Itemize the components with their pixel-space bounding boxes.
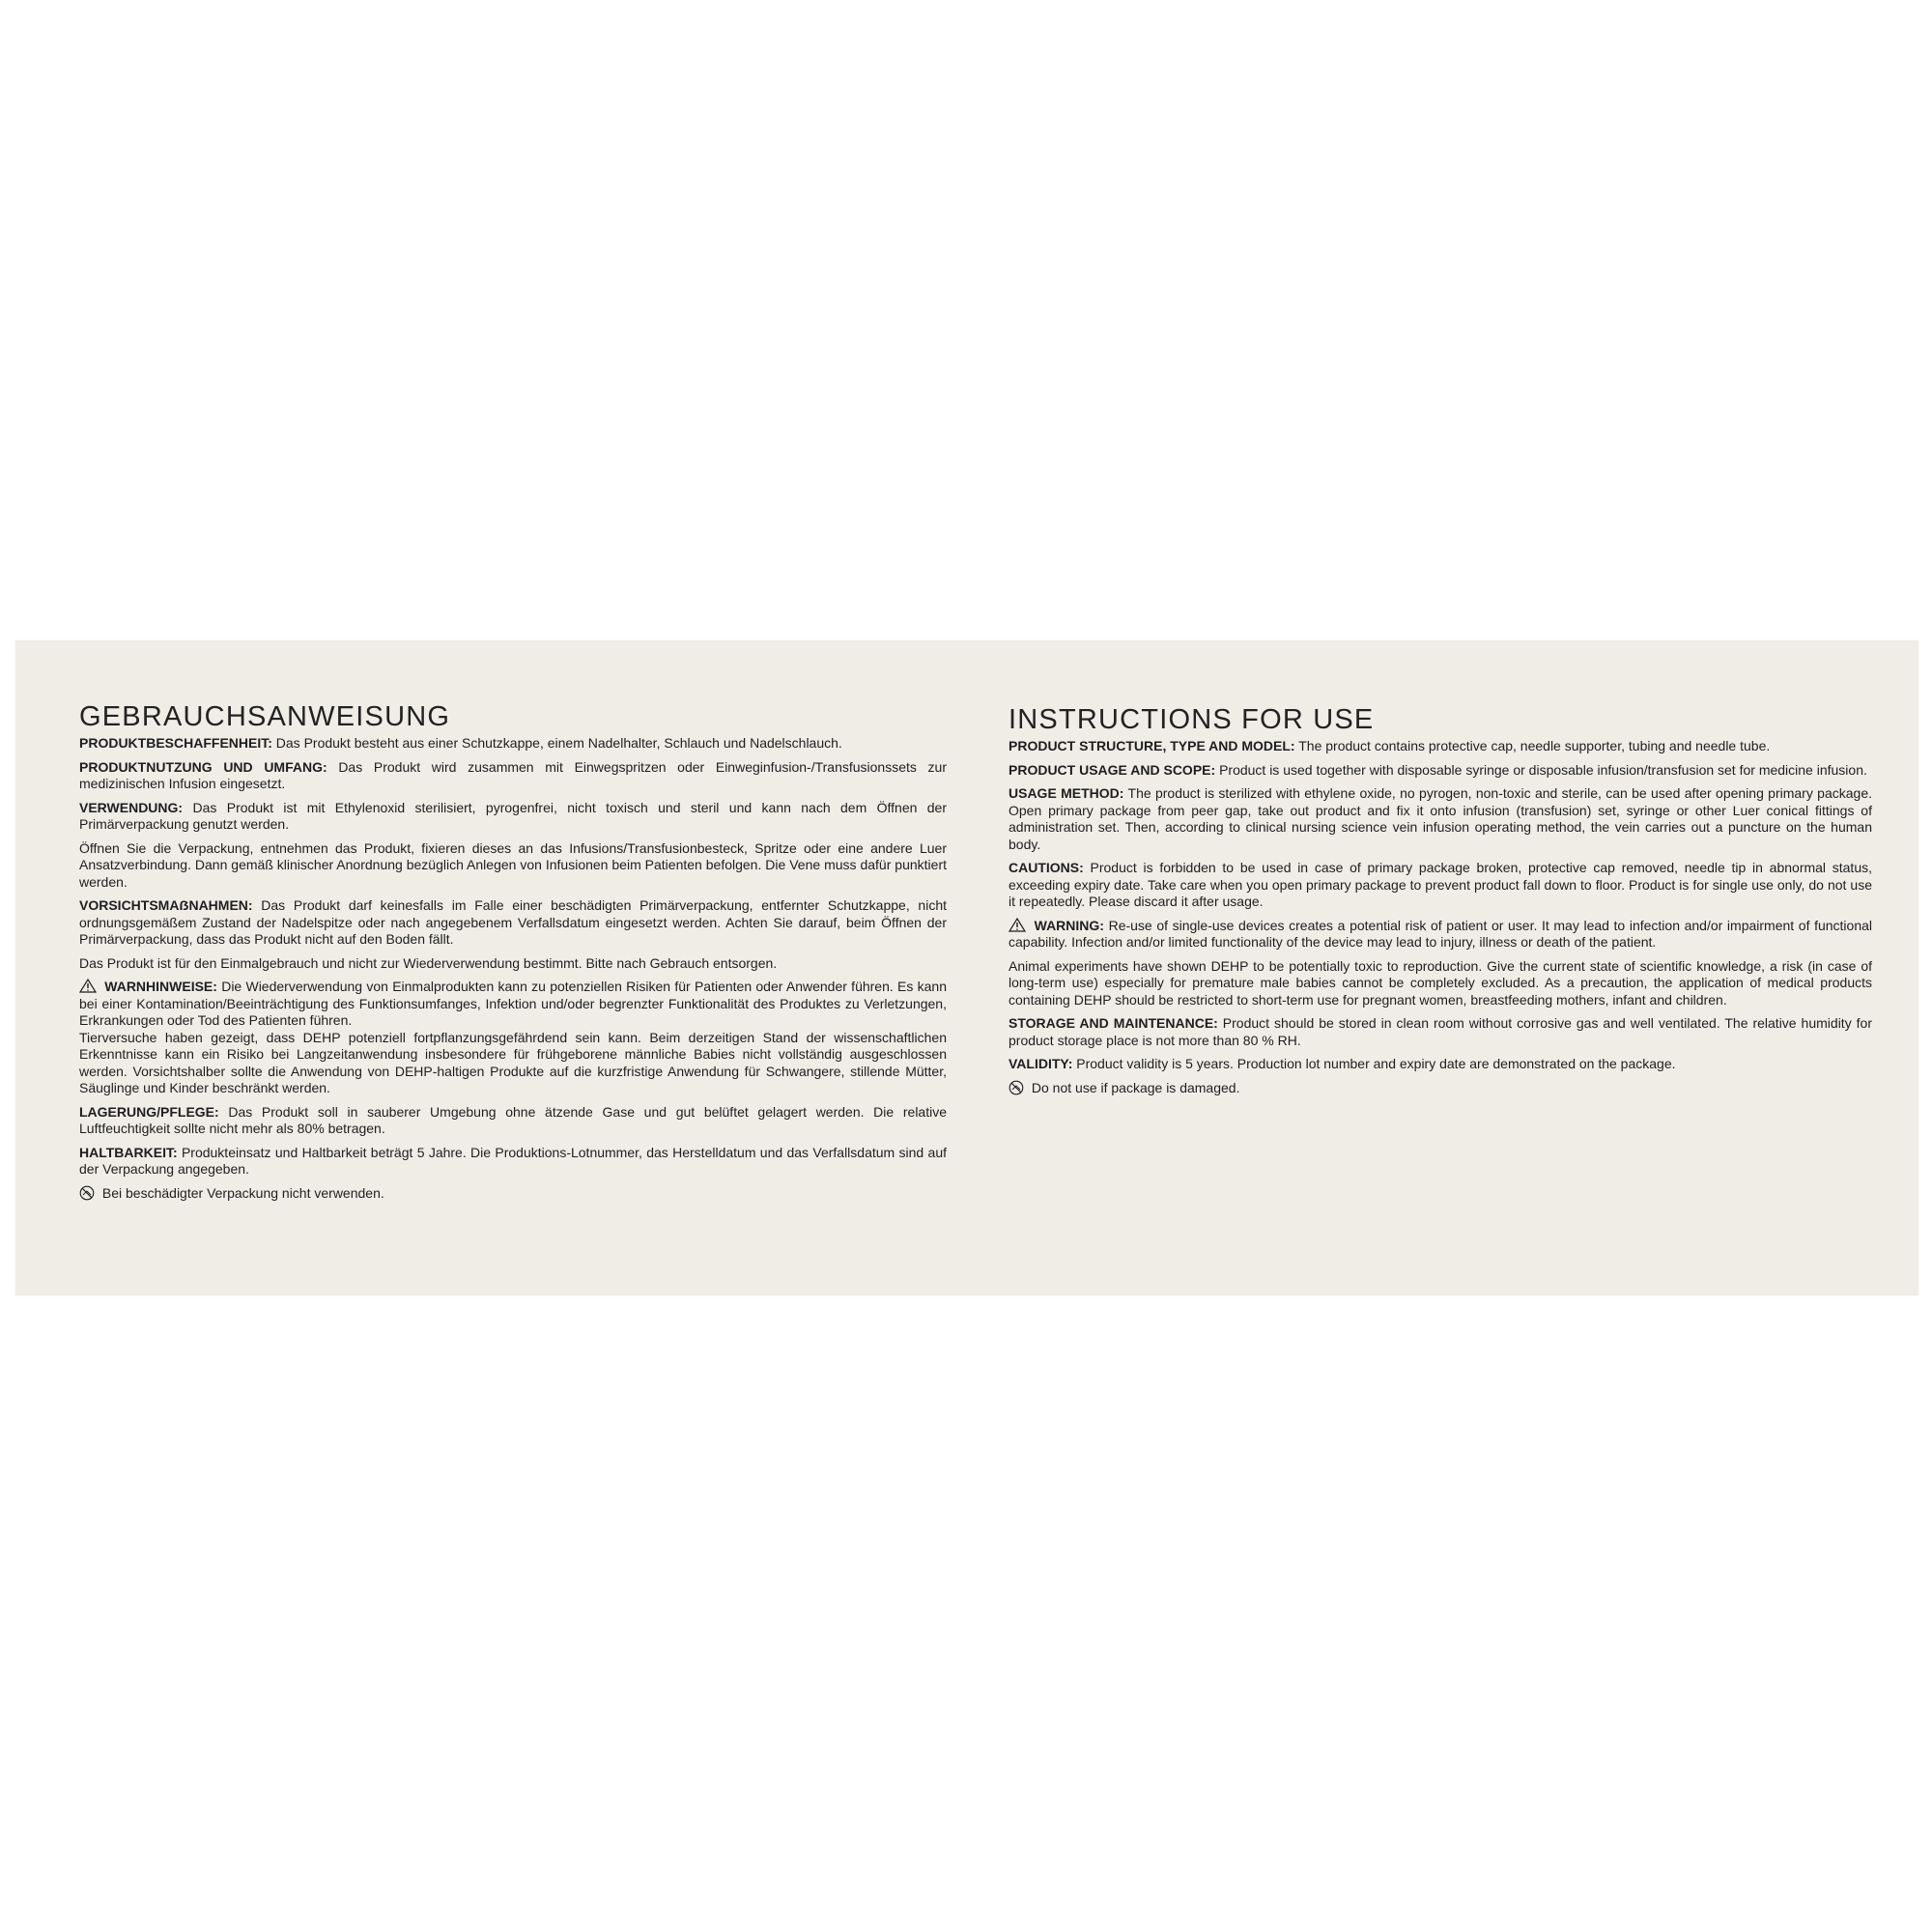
de-structure-label: PRODUKTBESCHAFFENHEIT: [79,735,272,751]
warning-triangle-icon [1009,918,1026,932]
en-damaged-note-text: Do not use if package is damaged. [1031,1079,1240,1095]
en-usage-method-text: The product is sterilized with ethylene oxide, no pyrogen, non-toxic and sterile, can be used after opening primary package. Open primary package from peer gap, take out product and fix it onto infusion (transfusion) set, syringe or other Luer conical fittings of administration set. Then, according to clinical nursing science vein infusion operating method, the vein carries out a puncture on the human body. [1009,785,1872,852]
en-warning-paragraph [1009,918,1872,952]
de-storage-text: Das Produkt soll in sauberer Umgebung ohne ätzende Gase und gut belüftet gelagert werden. Die relative Luftfeuchtigkeit sollte nicht mehr als 80% betragen. [79,1103,947,1136]
de-dehp-paragraph: Tierversuche haben gezeigt, dass DEHP potenziell fortpflanzungsgefährdend sein kann. Beim derzeitigen Stand der wissenschaftlichen Erkenntnisse kann ein Risiko bei Langzeitanwendung insbesondere für frühgeborene männliche Babies nicht vollständig ausgeschlossen werden. Vorsichtshalber sollte die Anwendung von DEHP-haltigen Produkte auf die kurzfristige Anwendung für Schwangere, stillende Mütter, Säuglinge und Kinder beschränkt werden. [79,1029,947,1095]
de-validity-paragraph [79,1145,947,1179]
en-warning-text: Re-use of single-use devices creates a potential risk of patient or user. It may lead to infection and/or impairment of functional capability. Infection and/or limited functionality of the device may lead to injury, illness or death of the patient. [1009,917,1873,950]
en-usage-method-paragraph [1009,785,1872,853]
en-usage-scope-text: Product is used together with disposable syringe or disposable infusion/transfusion set for medicine infusion. [1219,761,1867,778]
en-cautions-paragraph [1009,860,1872,911]
en-validity-paragraph [1009,1056,1872,1073]
en-cautions-label: CAUTIONS: [1009,860,1084,875]
warning-triangle-icon [79,979,97,993]
de-warning-paragraph [79,979,947,1030]
en-usage-scope-paragraph [1009,762,1872,780]
do-not-use-if-damaged-icon [79,1185,95,1201]
en-warning-label: WARNING: [1034,917,1104,933]
en-structure-label: PRODUCT STRUCTURE, TYPE AND MODEL: [1009,738,1295,753]
de-single-use-paragraph: Das Produkt ist für den Einmalgebrauch und nicht zur Wiederverwendung bestimmt. Bitte nach Gebrauch entsorgen. [79,954,778,971]
en-storage-text: Product should be stored in clean room without corrosive gas and well ventilated. The relative humidity for product storage place is not more than 80 % RH. [1009,1015,1872,1048]
de-precautions-text: Das Produkt darf keinesfalls im Falle einer beschädigten Primärverpackung, entfernter Schutzkappe, nicht ordnungsgemäßem Zustand der Nadelspitze oder nach angegebenem Verfallsdatum eingesetzt werden. Achten Sie darauf, beim Öffnen der Primärverpackung, dass das Produkt nicht auf den Boden fällt. [79,897,947,947]
en-dehp-paragraph: Animal experiments have shown DEHP to be potentially toxic to reproduction. Give the current state of scientific knowledge, a risk (in case of long-term use) especially for premature male babies cannot be completely excluded. As a precaution, the application of medical products containing DEHP should be restricted to short-term use for pregnant women, breastfeeding mothers, infant and children. [1009,957,1872,1008]
de-storage-paragraph [79,1104,947,1138]
de-application-steps-paragraph: Öffnen Sie die Verpackung, entnehmen das Produkt, fixieren dieses an das Infusions/Transfusionbesteck, Spritze oder eine andere Luer Ansatzverbindung. Dann gemäß klinischer Anordnung bezüglich Anlegen von Infusionen beim Patienten befolgen. Die Vene muss dafür punktiert werden. [79,839,947,890]
german-instructions-column [79,700,947,1208]
de-warning-label: WARNHINWEISE: [104,979,217,994]
en-structure-text: The product contains protective cap, needle supporter, tubing and needle tube. [1298,738,1771,753]
de-usage-scope-label: PRODUKTNUTZUNG UND UMFANG: [79,758,327,775]
de-precautions-paragraph [79,897,947,949]
de-damaged-note [79,1185,947,1203]
de-structure-text: Das Produkt besteht aus einer Schutzkappe, einem Nadelhalter, Schlauch und Nadelschlauch. [275,735,842,751]
en-storage-label: STORAGE AND MAINTENANCE: [1009,1015,1218,1031]
de-application-label: VERWENDUNG: [79,799,184,815]
de-storage-label: LAGERUNG/PFLEGE: [79,1103,219,1120]
german-heading: GEBRAUCHSANWEISUNG [79,701,451,732]
de-application-text: Das Produkt ist mit Ethylenoxid sterilisiert, pyrogenfrei, nicht toxisch und steril und kann nach dem Öffnen der Primärverpackung genutzt werden. [79,799,948,832]
de-structure-paragraph [79,735,947,753]
de-validity-text: Produkteinsatz und Haltbarkeit beträgt 5 Jahre. Die Produktions-Lotnummer, das Herstelldatum und das Verfallsdatum sind auf der Verpackung angegeben. [79,1144,947,1177]
de-warning-text: Die Wiederverwendung von Einmalprodukten kann zu potenziellen Risiken für Patienten oder Anwender führen. Es kann bei einer Kontamination/Beeinträchtigung des Funktionsumfanges, Infektion und/oder begrenzter Funktionalität des Produktes zu Verletzungen, Erkrankungen oder Tod des Patienten führen. [79,979,947,1028]
english-heading: INSTRUCTIONS FOR USE [1009,704,1375,735]
en-structure-paragraph [1009,738,1872,755]
de-usage-scope-text: Das Produkt wird zusammen mit Einwegspritzen oder Einweginfusion-/Transfusionssets zur medizinischen Infusion eingesetzt. [79,758,947,791]
do-not-use-if-damaged-icon [1009,1080,1024,1095]
de-usage-scope-paragraph [79,759,947,793]
en-usage-scope-label: PRODUCT USAGE AND SCOPE: [1009,761,1216,778]
de-application-paragraph [79,800,947,834]
en-damaged-note [1009,1080,1872,1097]
de-precautions-label: VORSICHTSMAẞNAHMEN: [79,897,253,913]
en-storage-paragraph [1009,1015,1872,1049]
instruction-leaflet [15,640,1918,1295]
en-cautions-text: Product is forbidden to be used in case of primary package broken, protective cap removed, needle tip in abnormal status, exceeding expiry date. Take care when you open primary package to prevent product fall down to floor. Product is for single use only, do not use it repeatedly. Please discard it after usage. [1009,860,1872,909]
en-usage-method-label: USAGE METHOD: [1009,785,1124,801]
de-damaged-note-text: Bei beschädigter Verpackung nicht verwenden. [101,1184,384,1201]
english-instructions-column [1009,700,1872,1103]
en-validity-label: VALIDITY: [1009,1056,1073,1071]
de-validity-label: HALTBARKEIT: [79,1144,178,1160]
en-validity-text: Product validity is 5 years. Production lot number and expiry date are demonstrated on the package. [1076,1056,1676,1071]
